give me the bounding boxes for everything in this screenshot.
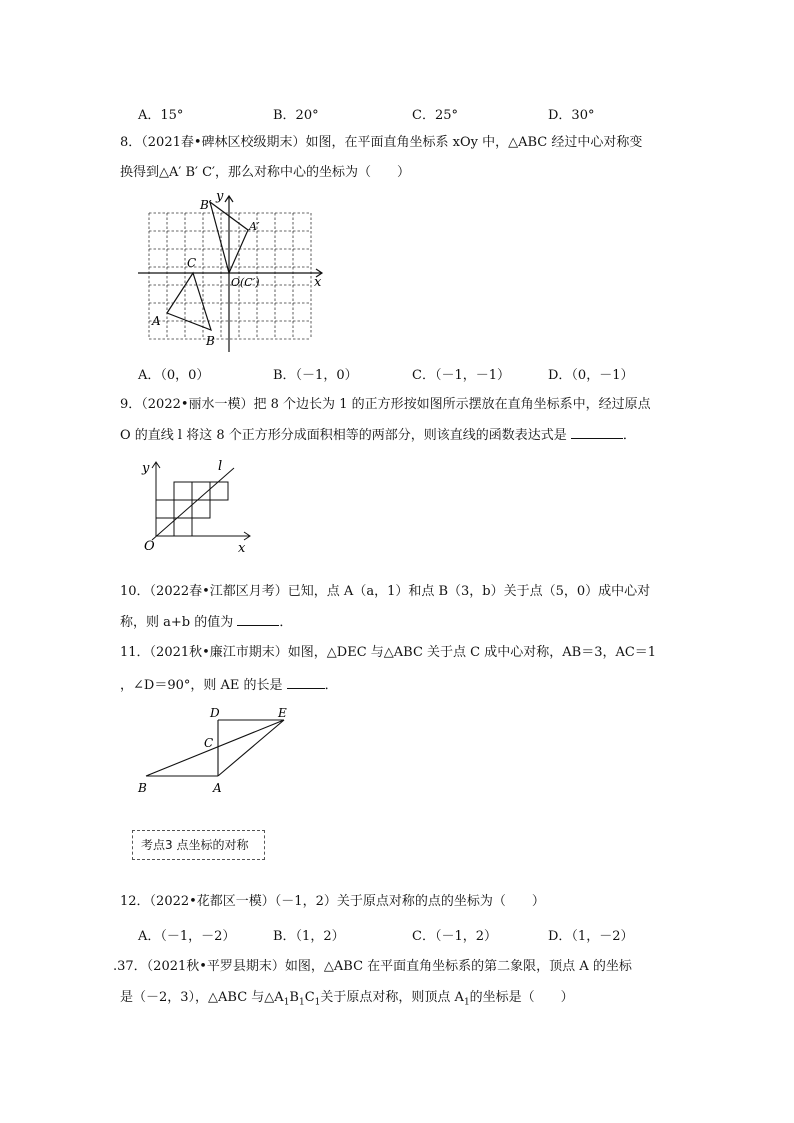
q12-option-d: D．（1，－2） xyxy=(548,929,634,944)
q12-option-c: C．（－1，2） xyxy=(412,929,497,944)
q8-triangle-abc xyxy=(167,273,211,330)
q8-label-a-prime: A′ xyxy=(249,220,260,233)
q8-stem-line2: 换得到△A′ B′ C′，那么对称中心的坐标为（ ） xyxy=(120,165,411,180)
q37-stem-line1: .37．（2021秋•平罗县期末）如图，△ABC 在平面直角坐标系的第二象限，顶点 A 的坐标 xyxy=(113,959,632,974)
q11-stem-line1: 11．（2021秋•廉江市期末）如图，△DEC 与△ABC 关于点 C 成中心对称，AB＝3，AC＝1 xyxy=(120,645,657,660)
q8-label-b-prime: B′ xyxy=(200,198,212,212)
q10-answer-blank xyxy=(237,613,279,626)
q11-figure xyxy=(134,702,304,798)
q7-option-b: B．20° xyxy=(273,108,319,123)
q8-option-b: B．（－1，0） xyxy=(273,368,358,383)
q11-answer-blank xyxy=(287,676,325,689)
q8-option-c: C．（－1，－1） xyxy=(412,368,510,383)
q9-label-y: y xyxy=(142,461,150,476)
q8-label-a: A xyxy=(152,314,161,328)
q11-stem-text: ，∠D＝90°，则 AE 的长是 xyxy=(120,678,283,693)
q37-sub-a1: 1 xyxy=(283,997,290,1008)
q37-text-end: 的坐标是（ ） xyxy=(469,990,574,1005)
q9-stem-end: ． xyxy=(622,428,636,443)
q9-stem-line2 xyxy=(120,426,636,445)
q7-option-c: C．25° xyxy=(412,108,458,123)
q37-text-c: C xyxy=(304,990,315,1005)
q12-option-b: B．（1，2） xyxy=(273,929,345,944)
q10-stem-line1: 10．（2022春•江都区月考）已知，点 A（a，1）和点 B（3，b）关于点（5，0）成中心对 xyxy=(120,584,651,599)
q9-stem-line1: 9．（2022•丽水一模）把 8 个边长为 1 的正方形按如图所示摆放在直角坐标系中，经过原点 xyxy=(120,397,651,412)
q11-label-e: E xyxy=(278,706,287,720)
q9-label-x: x xyxy=(238,541,246,556)
q8-label-b: B xyxy=(206,334,215,348)
q8-option-d: D．（0，－1） xyxy=(548,368,634,383)
q9-squares xyxy=(156,482,228,536)
q9-label-o: O xyxy=(144,539,155,554)
q9-answer-blank xyxy=(571,426,623,439)
q37-text-mid: 关于原点对称，则顶点 A xyxy=(320,990,464,1005)
q9-squares-figure xyxy=(138,456,258,556)
q12-option-a: A．（－1，－2） xyxy=(138,929,236,944)
q9-line-l xyxy=(152,468,234,540)
q37-sub-b1: 1 xyxy=(298,997,305,1008)
q8-grid xyxy=(149,213,311,339)
q11-label-a: A xyxy=(213,781,222,795)
q7-option-d: D．30° xyxy=(548,108,595,123)
q8-label-y: y xyxy=(216,189,224,204)
q8-stem-line1: 8．（2021春•碑林区校级期末）如图，在平面直角坐标系 xOy 中，△ABC 经过中心对称变 xyxy=(120,135,643,150)
q8-grid-figure xyxy=(130,186,340,356)
q9-stem-text: O 的直线 l 将这 8 个正方形分成面积相等的两部分，则该直线的函数表达式是 xyxy=(120,428,567,443)
q8-label-c: C xyxy=(187,256,197,270)
q9-label-l: l xyxy=(218,459,223,474)
q11-label-c: C xyxy=(204,736,214,750)
q37-sub-a1-2: 1 xyxy=(463,997,470,1008)
q37-sub-c1: 1 xyxy=(314,997,321,1008)
q37-text-a: 是（－2，3），△ABC 与△A xyxy=(120,990,284,1005)
q12-stem-line1: 12．（2022•花都区一模）（－1，2）关于原点对称的点的坐标为（ ） xyxy=(120,894,545,909)
q8-label-x: x xyxy=(314,275,322,290)
q11-label-d: D xyxy=(210,706,220,720)
q37-text-b: B xyxy=(289,990,299,1005)
q8-label-origin: O(C′) xyxy=(231,276,260,289)
q10-stem-line2 xyxy=(120,613,292,632)
q10-stem-end: ． xyxy=(279,615,293,630)
q37-stem-line2 xyxy=(120,989,574,1012)
q11-stem-end: ． xyxy=(324,678,338,693)
q8-option-a: A．（0，0） xyxy=(138,368,210,383)
q11-stem-line2 xyxy=(120,676,338,695)
q7-option-a: A．15° xyxy=(138,108,184,123)
q10-stem-text: 称，则 a+b 的值为 xyxy=(120,615,234,630)
section-label: 考点3 点坐标的对称 xyxy=(132,830,265,860)
q11-label-b: B xyxy=(138,781,147,795)
